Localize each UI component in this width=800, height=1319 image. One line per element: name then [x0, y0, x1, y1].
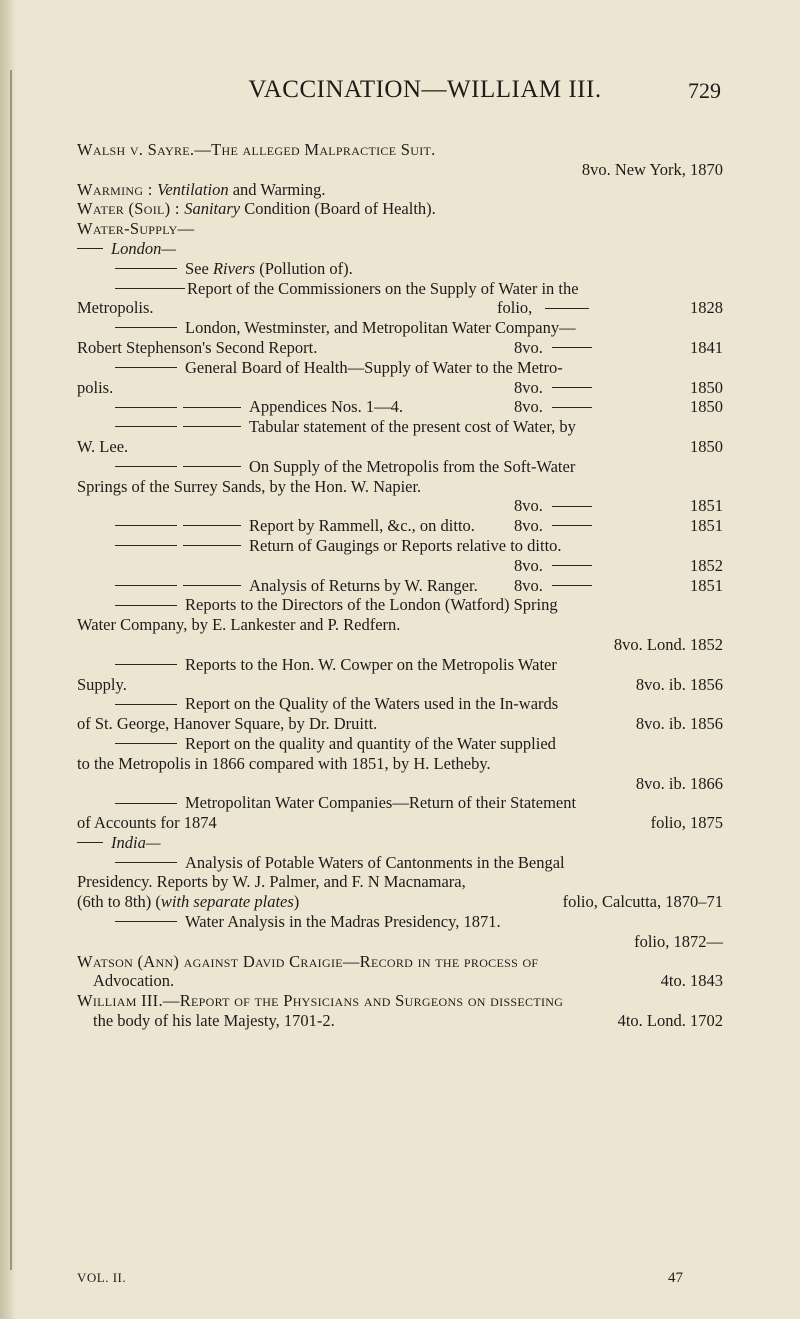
cross-reference: Ventilation [157, 179, 229, 199]
entry-line [77, 160, 723, 180]
imprint-year: 1850 [690, 397, 723, 417]
entry-line [77, 635, 723, 655]
entry-line [77, 833, 723, 853]
entry-text-tail: ) [293, 892, 300, 912]
ditto-dash [115, 545, 177, 546]
running-head: VACCINATION—WILLIAM III. [248, 76, 602, 103]
format: 8vo. [514, 377, 543, 397]
ditto-dash [552, 525, 592, 526]
entry-text: Supply. [77, 674, 127, 694]
ditto-dash [552, 506, 592, 507]
entry-line [77, 556, 723, 576]
entry-text: Springs of the Surrey Sands, by the Hon. W. Napier. [77, 476, 422, 496]
entry-line [77, 457, 723, 477]
ditto-dash [552, 387, 592, 388]
entry-text: Return of Gaugings or Reports relative to ditto. [249, 535, 562, 555]
entry-line [77, 239, 723, 259]
format: 8vo. [514, 496, 543, 516]
ditto-dash [183, 585, 241, 586]
entry-text-head: (6th to 8th) ( [77, 892, 161, 912]
ditto-dash [183, 426, 241, 427]
entry-text: Analysis of Returns by W. Ranger. [249, 575, 478, 595]
ditto-dash [115, 921, 177, 922]
entry-line [77, 615, 723, 635]
entry-line [77, 734, 723, 754]
entry-text-tail: (Pollution of). [255, 258, 353, 278]
imprint-year: 1841 [690, 337, 723, 357]
ditto-dash [115, 407, 177, 408]
format: 8vo. [514, 337, 543, 357]
ditto-dash [183, 407, 241, 408]
ditto-dash [115, 525, 177, 526]
entry-text: See [185, 258, 213, 278]
entry-text [77, 892, 299, 912]
ditto-dash [183, 525, 241, 526]
page-header [0, 74, 800, 114]
format: 8vo. [514, 397, 543, 417]
ditto-dash [115, 862, 177, 863]
entry-line [77, 576, 723, 596]
format: folio, [497, 298, 533, 318]
ditto-dash [115, 664, 177, 665]
italic-note: with separate plates [160, 892, 294, 912]
entry-line [77, 655, 723, 675]
signature-mark: 47 [668, 1270, 683, 1286]
entry-line [77, 952, 723, 972]
imprint-year: 1851 [690, 516, 723, 536]
entry-text: Advocation. [93, 971, 175, 991]
ditto-dash [115, 704, 177, 705]
subheading: London— [111, 238, 177, 258]
ditto-dash [115, 743, 177, 744]
imprint-year: 1852 [690, 555, 723, 575]
imprint-year: 1851 [690, 575, 723, 595]
ditto-dash [183, 466, 241, 467]
entry-line [77, 417, 723, 437]
entry-text: London, Westminster, and Metropolitan Water Company— [185, 318, 576, 338]
entry-line [77, 219, 723, 239]
entry-text: Walsh v. Sayre.—The alleged Malpractice Suit. [77, 140, 436, 159]
entry-text: of Accounts for 1874 [77, 813, 217, 833]
entry-line [77, 259, 723, 279]
entry-text: Metropolis. [77, 298, 154, 318]
catalogue-entries [77, 140, 723, 1031]
imprint: 8vo. New York, 1870 [581, 159, 723, 179]
entry-line [77, 932, 723, 952]
heading-word: Water-Supply— [77, 219, 195, 239]
entry-text-tail: Condition (Board of Health). [240, 199, 436, 219]
entry-line [77, 496, 723, 516]
entry-text: Report of the Commissioners on the Supply of Water in the [187, 278, 579, 298]
ditto-dash [115, 367, 177, 368]
entry-line [77, 694, 723, 714]
imprint: 4to. Lond. 1702 [617, 1011, 723, 1031]
ditto-dash [115, 803, 177, 804]
page-footer [77, 1270, 723, 1290]
imprint: 8vo. ib. 1856 [635, 674, 723, 694]
entry-line [77, 180, 723, 200]
imprint: folio, 1875 [650, 813, 723, 833]
entry-text: Reports to the Hon. W. Cowper on the Metropolis Water [185, 654, 557, 674]
entry-text: Tabular statement of the present cost of Water, by [249, 417, 576, 437]
imprint-year: 1850 [690, 377, 723, 397]
ditto-dash [552, 565, 592, 566]
entry-line [77, 991, 723, 1011]
imprint: 8vo. Lond. 1852 [613, 634, 723, 654]
cross-reference: Sanitary [184, 199, 241, 219]
entry-text: Metropolitan Water Companies—Return of their Statement [185, 793, 577, 813]
entry-line [77, 793, 723, 813]
entry-line [77, 536, 723, 556]
entry-text: Water Company, by E. Lankester and P. Redfern. [77, 615, 401, 635]
ditto-dash [545, 308, 589, 309]
ditto-dash [77, 248, 103, 249]
volume-mark: VOL. II. [77, 1270, 127, 1285]
entry-line [77, 318, 723, 338]
entry-text: On Supply of the Metropolis from the Soft-Water [249, 456, 576, 476]
subheading: India— [111, 832, 161, 852]
imprint-year: 1828 [690, 298, 723, 318]
entry-text-tail: and Warming. [228, 179, 326, 199]
ditto-dash [115, 585, 177, 586]
entry-text: Water Analysis in the Madras Presidency, 1871. [185, 912, 501, 932]
entry-line [77, 595, 723, 615]
entry-text: Watson (Ann) against David Craigie—Record in the process of [77, 951, 539, 971]
entry-line [77, 971, 723, 991]
entry-text: to the Metropolis in 1866 compared with 1851, by H. Letheby. [77, 753, 491, 773]
binding-edge [10, 70, 12, 1270]
ditto-dash [115, 426, 177, 427]
entry-text: Report on the quality and quantity of the Water supplied [185, 733, 556, 753]
entry-line [77, 378, 723, 398]
entry-text: Report on the Quality of the Waters used in the In-wards [185, 694, 559, 714]
imprint: folio, 1872— [634, 931, 723, 951]
entry-line [77, 813, 723, 833]
entry-text: Presidency. Reports by W. J. Palmer, and F. N Macnamara, [77, 872, 466, 892]
entry-text: Report by Rammell, &c., on ditto. [249, 516, 475, 536]
entry-line [77, 1011, 723, 1031]
entry-line [77, 358, 723, 378]
page-number: 729 [688, 78, 721, 103]
entry-text: of St. George, Hanover Square, by Dr. Druitt. [77, 714, 378, 734]
ditto-dash [552, 407, 592, 408]
entry-text: Robert Stephenson's Second Report. [77, 337, 318, 357]
entry-line [77, 397, 723, 417]
entry-line [77, 338, 723, 358]
format: 8vo. [514, 516, 543, 536]
entry-line [77, 754, 723, 774]
entry-text [77, 180, 325, 200]
format: 8vo. [514, 575, 543, 595]
heading-word: Water (Soil) : [77, 199, 185, 219]
entry-line [77, 279, 723, 299]
entry-text: the body of his late Majesty, 1701-2. [93, 1011, 335, 1031]
entry-text: polis. [77, 377, 114, 397]
entry-line [77, 516, 723, 536]
ditto-dash [115, 605, 177, 606]
entry-line [77, 912, 723, 932]
entry-line [77, 774, 723, 794]
entry-line [77, 199, 723, 219]
entry-line [77, 714, 723, 734]
imprint: 4to. 1843 [660, 971, 723, 991]
entry-text: Appendices Nos. 1—4. [249, 397, 403, 417]
entry-line [77, 140, 723, 160]
imprint: folio, Calcutta, 1870–71 [562, 892, 723, 912]
entry-line [77, 892, 723, 912]
entry-text: Analysis of Potable Waters of Cantonments in the Bengal [185, 852, 565, 872]
imprint-year: 1850 [690, 436, 723, 456]
ditto-dash [115, 466, 177, 467]
entry-line [77, 675, 723, 695]
ditto-dash [552, 585, 592, 586]
entry-text: William III.—Report of the Physicians and Surgeons on dissecting [77, 991, 564, 1011]
ditto-dash [115, 327, 177, 328]
format: 8vo. [514, 555, 543, 575]
imprint-year: 1851 [690, 496, 723, 516]
ditto-dash [115, 288, 185, 289]
page-spine-shadow [0, 0, 16, 1319]
entry-line [77, 872, 723, 892]
ditto-dash [552, 347, 592, 348]
imprint: 8vo. ib. 1866 [635, 773, 723, 793]
ditto-dash [183, 545, 241, 546]
entry-text [77, 199, 436, 219]
ditto-dash [115, 268, 177, 269]
heading-word: Warming : [77, 179, 158, 199]
cross-reference: Rivers [212, 258, 256, 278]
entry-line [77, 853, 723, 873]
entry-line [77, 477, 723, 497]
entry-text: General Board of Health—Supply of Water to the Metro- [185, 357, 563, 377]
entry-line [77, 437, 723, 457]
ditto-dash [77, 842, 103, 843]
entry-text: Reports to the Directors of the London (Watford) Spring [185, 595, 558, 615]
entry-line [77, 298, 723, 318]
entry-text: W. Lee. [77, 436, 129, 456]
imprint: 8vo. ib. 1856 [635, 714, 723, 734]
